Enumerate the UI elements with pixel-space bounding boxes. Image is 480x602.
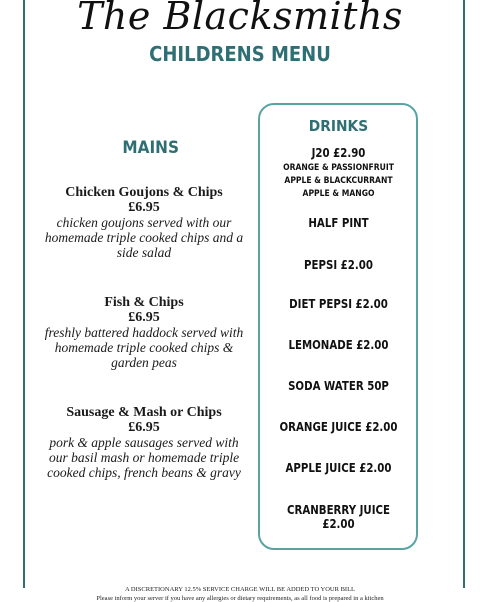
drink-apple-juice: APPLE JUICE £2.00 <box>285 461 392 475</box>
restaurant-title: The Blacksmiths <box>77 0 403 38</box>
dish-description-line: homemade triple cooked chips and a <box>44 230 244 245</box>
dish-name: Sausage & Mash or Chips <box>66 405 222 420</box>
drink-diet-pepsi: DIET PEPSI £2.00 <box>289 297 388 311</box>
dish-price: £6.95 <box>128 310 160 325</box>
dish-description-line: garden peas <box>111 355 177 370</box>
dish-description-line: our basil mash or homemade triple <box>48 450 240 465</box>
drink-half-pint: HALF PINT <box>308 216 369 230</box>
j20-flavour: APPLE & MANGO <box>302 189 375 199</box>
dish-description-line: pork & apple sausages served with <box>49 435 239 450</box>
drink-soda-water: SODA WATER 50P <box>288 379 389 393</box>
right-border-line <box>463 0 465 588</box>
dish-sausage-and-mash <box>36 405 252 480</box>
dish-description-line: cooked chips, french beans & gravy <box>47 465 241 480</box>
drink-pepsi: PEPSI £2.00 <box>304 258 373 272</box>
drink-j20: J20 £2.90 <box>311 146 366 160</box>
dish-description-line: side salad <box>116 245 172 260</box>
dish-chicken-goujons <box>36 185 252 260</box>
dish-description-line: freshly battered haddock served with <box>44 325 244 340</box>
drinks-heading: DRINKS <box>308 117 369 135</box>
dish-name: Fish & Chips <box>104 295 184 310</box>
service-charge-note: A DISCRETIONARY 12.5% SERVICE CHARGE WILL BE ADDED TO YOUR BILL <box>124 586 356 593</box>
j20-flavour: ORANGE & PASSIONFRUIT <box>283 163 394 173</box>
left-border-line <box>23 0 25 588</box>
dish-description-line: homemade triple cooked chips & <box>54 340 234 355</box>
menu-subtitle: CHILDRENS MENU <box>149 42 331 66</box>
dish-price: £6.95 <box>128 200 160 215</box>
j20-flavour: APPLE & BLACKCURRANT <box>284 176 393 186</box>
drink-lemonade: LEMONADE £2.00 <box>288 338 389 352</box>
drink-cranberry-juice: CRANBERRY JUICE £2.00 <box>287 503 390 531</box>
dish-description-line: chicken goujons served with our <box>56 215 232 230</box>
dish-name: Chicken Goujons & Chips <box>65 185 223 200</box>
dish-fish-and-chips <box>36 295 252 370</box>
mains-heading: MAINS <box>122 138 179 158</box>
allergy-note: Please inform your server if you have any allergies or dietary requirements, as all food is prepared in a kitchen <box>96 595 384 602</box>
dish-price: £6.95 <box>128 420 160 435</box>
drink-orange-juice: ORANGE JUICE £2.00 <box>279 420 398 434</box>
